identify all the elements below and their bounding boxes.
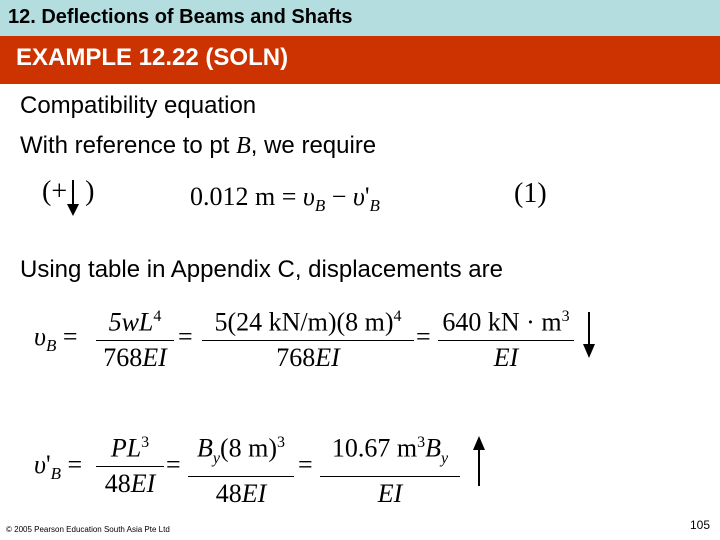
appendix-sentence: Using table in Appendix C, displacements are	[20, 256, 503, 283]
example-title: EXAMPLE 12.22 (SOLN)	[16, 44, 289, 71]
vpB-fraction-2: $B_y(8$ m)$^3$ 48EI	[188, 428, 294, 509]
reference-sentence: With reference to pt B, we require	[20, 132, 377, 159]
vB-label: $\upsilon_B$ =	[34, 322, 78, 356]
page-number: 105	[690, 518, 711, 532]
compatibility-equation: 0.012 $m = \upsilon_B - \upsilon'_B$	[190, 182, 380, 216]
copyright-notice: © 2005 Pearson Education South Asia Pte Ltd	[6, 525, 170, 534]
vB-fraction-2: 5(24 kN/m)(8 m)$^4$ 768EI	[202, 302, 414, 373]
down-arrow-icon	[582, 312, 596, 358]
equals-sign: =	[178, 322, 193, 351]
compatibility-heading: Compatibility equation	[20, 92, 257, 119]
equals-sign: =	[298, 450, 313, 479]
chapter-title: 12. Deflections of Beams and Shafts	[8, 6, 353, 28]
sign-convention: (+ )	[42, 176, 95, 207]
up-arrow-icon	[472, 436, 486, 486]
chapter-header-bar	[0, 0, 720, 36]
equals-sign: =	[416, 322, 431, 351]
equals-sign: =	[166, 450, 181, 479]
example-title-bar	[0, 36, 720, 84]
vB-fraction-1: $5wL^4$ 768EI	[96, 302, 174, 373]
down-arrow-icon	[66, 180, 80, 216]
vpB-fraction-1: $PL^3$ 48EI	[96, 428, 164, 499]
vpB-label: $\upsilon'_B$ =	[34, 450, 83, 484]
vpB-fraction-3: 10.67 $m^3B_y$ EI	[320, 428, 460, 509]
vB-fraction-3: 640 kN · $m^3$ EI	[438, 302, 574, 373]
equation-number: (1)	[514, 178, 547, 209]
